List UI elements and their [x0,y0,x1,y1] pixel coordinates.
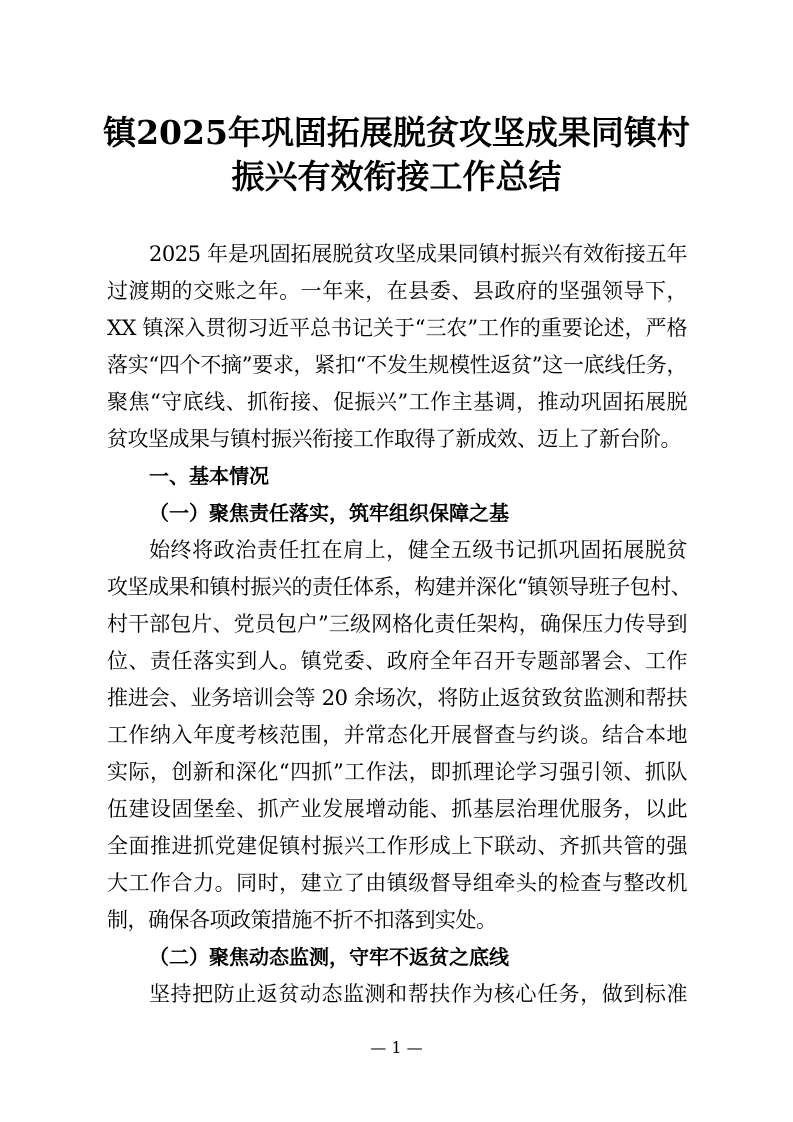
paragraph-line: 坚持把防止返贫动态监测和帮扶作为核心任务，做到标准 [149,982,687,1006]
section-heading: 一、基本情况 [149,464,269,488]
page-number: — 1 — [370,1038,423,1057]
paragraph-line: 村干部包片、党员包户”三级网格化责任架构，确保压力传导到 [107,612,687,636]
document-body [107,236,692,1013]
section-heading: （一）聚焦责任落实，筑牢组织保障之基 [149,501,509,525]
paragraph-line: 推进会、业务培训会等 20 余场次，将防止返贫致贫监测和帮扶 [107,686,687,710]
paragraph-line: 过渡期的交账之年。一年来，在县委、县政府的坚强领导下， [107,279,687,303]
paragraph-line: 工作纳入年度考核范围，并常态化开展督查与约谈。结合本地 [107,723,687,747]
paragraph-line: 聚焦“守底线、抓衔接、促振兴”工作主基调，推动巩固拓展脱 [107,390,687,414]
paragraph-line: 制，确保各项政策措施不折不扣落到实处。 [107,908,497,932]
paragraph-line: 位、责任落实到人。镇党委、政府全年召开专题部署会、工作 [107,649,687,673]
paragraph-line: XX 镇深入贯彻习近平总书记关于“三农”工作的重要论述，严格 [107,316,687,340]
paragraph-line: 始终将政治责任扛在肩上，健全五级书记抓巩固拓展脱贫 [149,538,687,562]
paragraph-line: 大工作合力。同时，建立了由镇级督导组牵头的检查与整改机 [107,871,687,895]
paragraph-line: 伍建设固堡垒、抓产业发展增动能、抓基层治理优服务，以此 [107,797,687,821]
paragraph-line: 2025 年是巩固拓展脱贫攻坚成果同镇村振兴有效衔接五年 [149,242,687,266]
document-title-line-2: 振兴有效衔接工作总结 [231,157,562,196]
paragraph-line: 落实“四个不摘”要求，紧扣“不发生规模性返贫”这一底线任务， [107,353,687,377]
paragraph-line: 实际，创新和深化“四抓”工作法，即抓理论学习强引领、抓队 [107,760,687,784]
paragraph-line: 攻坚成果和镇村振兴的责任体系，构建并深化“镇领导班子包村、 [107,575,692,599]
document-title-line-1: 镇2025年巩固拓展脱贫攻坚成果同镇村 [103,113,690,152]
paragraph-line: 贫攻坚成果与镇村振兴衔接工作取得了新成效、迈上了新台阶。 [107,427,681,451]
paragraph-line: 全面推进抓党建促镇村振兴工作形成上下联动、齐抓共管的强 [107,834,687,858]
section-heading: （二）聚焦动态监测，守牢不返贫之底线 [149,945,509,969]
